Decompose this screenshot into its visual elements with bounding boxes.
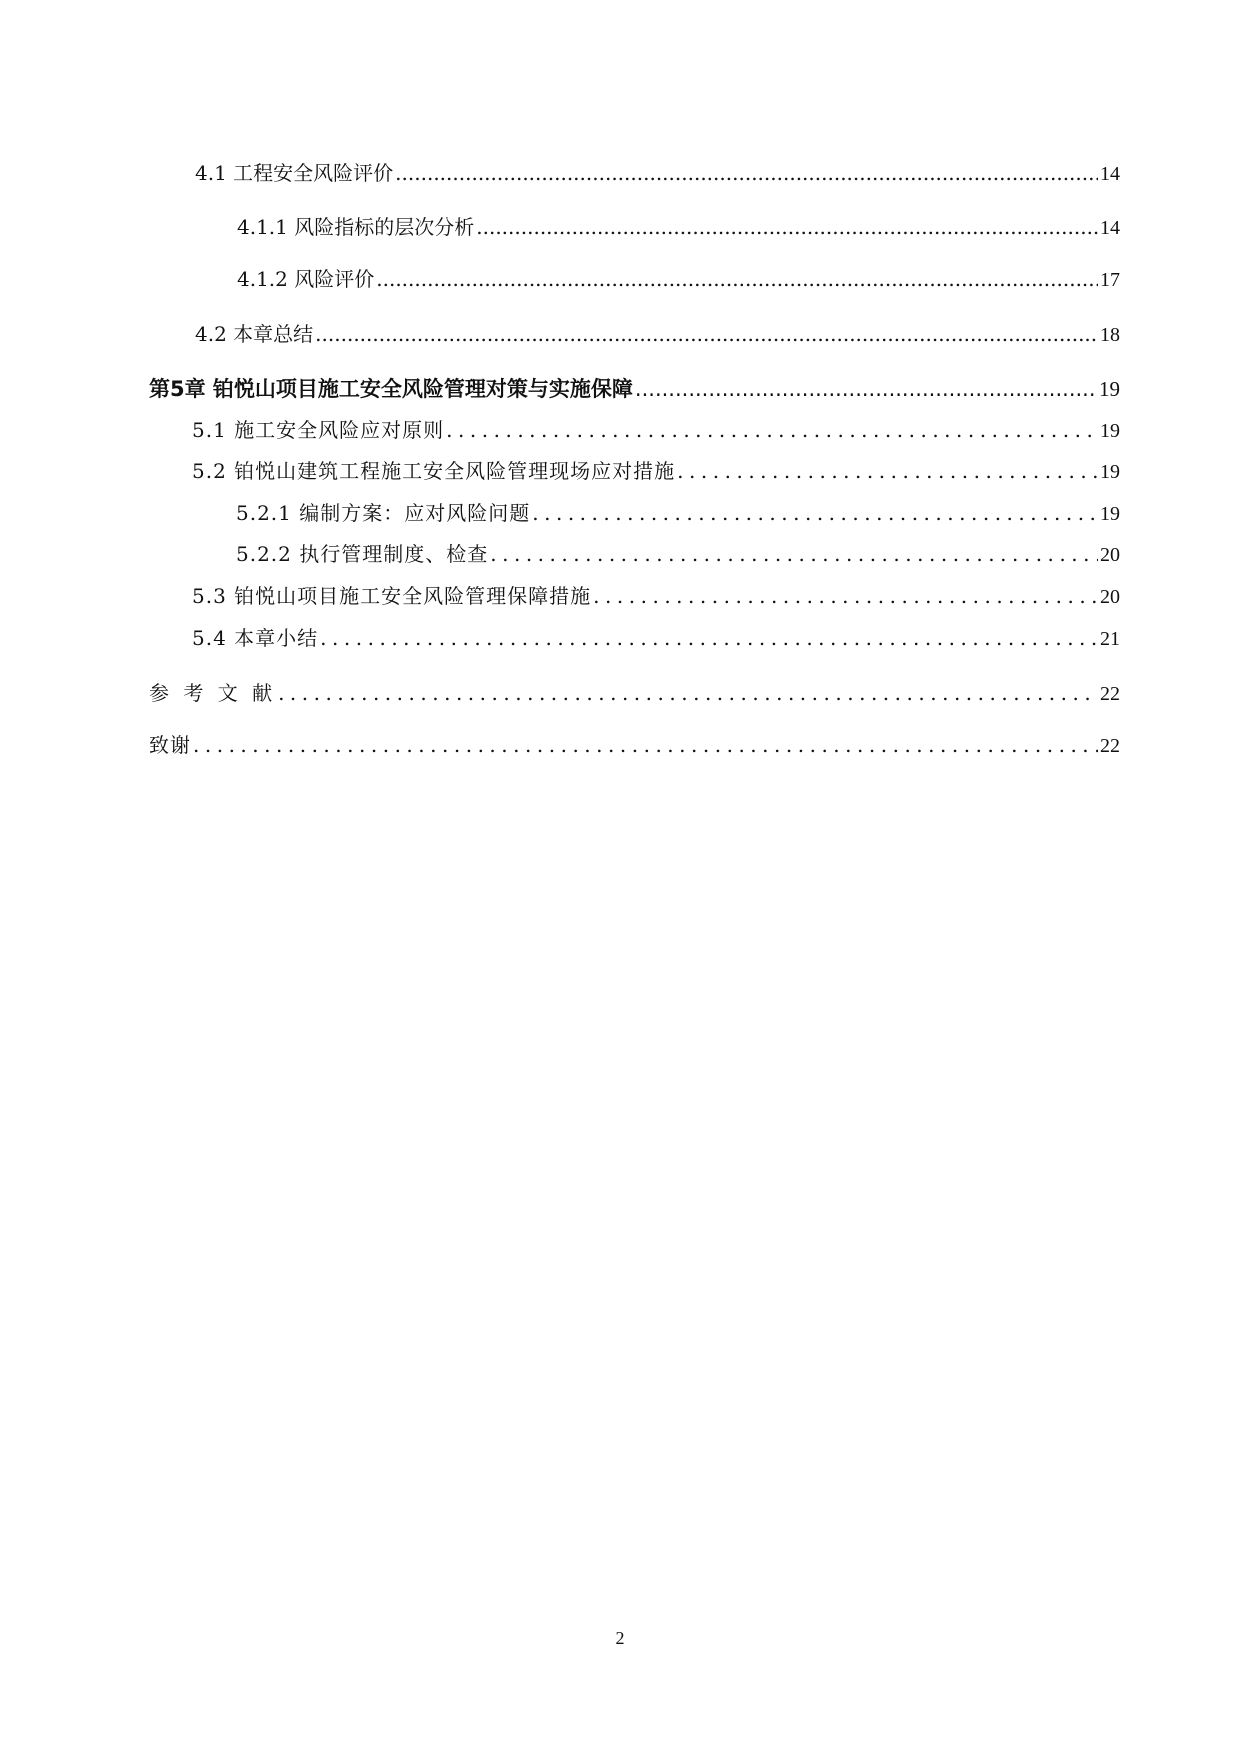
dot-leader	[278, 680, 1098, 706]
toc-entry[interactable]	[195, 321, 1120, 348]
dot-leader	[376, 266, 1098, 292]
toc-entry-title: 5.1 施工安全风险应对原则	[192, 418, 445, 442]
toc-entry-references[interactable]	[149, 680, 1120, 707]
dot-leader	[395, 160, 1098, 186]
dot-leader	[446, 417, 1098, 443]
toc-entry[interactable]	[236, 500, 1120, 527]
toc-entry[interactable]	[192, 625, 1120, 652]
toc-chapter-entry[interactable]	[149, 376, 1120, 402]
dot-leader	[593, 583, 1098, 609]
toc-entry-page: 19	[1100, 461, 1120, 483]
toc-entry-page: 17	[1100, 269, 1120, 291]
toc-entry-title: 5.2 铂悦山建筑工程施工安全风险管理现场应对措施	[192, 459, 676, 483]
toc-entry-page: 19	[1100, 420, 1120, 442]
toc-entry-title: 参 考 文 献	[149, 681, 277, 705]
toc-entry-title: 5.2.2 执行管理制度、检查	[236, 542, 489, 566]
toc-entry-title: 第5章 铂悦山项目施工安全风险管理对策与实施保障	[149, 377, 633, 401]
toc-entry-title: 4.1 工程安全风险评价	[195, 161, 394, 185]
toc-entry[interactable]	[237, 266, 1120, 293]
toc-entry-page: 14	[1100, 217, 1120, 239]
toc-entry-title: 致谢	[149, 733, 191, 757]
toc-entry-title: 4.1.2 风险评价	[237, 267, 375, 291]
toc-entry[interactable]	[192, 417, 1120, 444]
dot-leader	[490, 541, 1098, 567]
toc-entry-page: 18	[1100, 324, 1120, 346]
toc-entry-acknowledgements[interactable]	[149, 732, 1120, 759]
dot-leader	[635, 376, 1097, 402]
toc-entry[interactable]	[195, 160, 1120, 187]
toc-entry-page: 19	[1100, 503, 1120, 525]
toc-entry-page: 20	[1100, 544, 1120, 566]
toc-entry-page: 14	[1100, 163, 1120, 185]
page-number: 2	[615, 1628, 625, 1648]
toc-entry-page: 19	[1099, 377, 1120, 401]
toc-entry-title: 5.2.1 编制方案：应对风险问题	[236, 501, 531, 525]
toc-entry[interactable]	[237, 214, 1120, 241]
dot-leader	[677, 458, 1098, 484]
toc-entry-page: 22	[1100, 683, 1120, 705]
dot-leader	[532, 500, 1098, 526]
dot-leader	[476, 214, 1098, 240]
dot-leader	[320, 625, 1098, 651]
toc-entry[interactable]	[192, 583, 1120, 610]
toc-entry-page: 22	[1100, 735, 1120, 757]
toc-entry[interactable]	[236, 541, 1120, 568]
toc-entry-title: 5.4 本章小结	[192, 626, 319, 650]
dot-leader	[193, 732, 1098, 758]
dot-leader	[315, 321, 1098, 347]
toc-entry-title: 4.2 本章总结	[195, 322, 314, 346]
toc-entry-page: 20	[1100, 586, 1120, 608]
toc-entry-page: 21	[1100, 628, 1120, 650]
toc-entry[interactable]	[192, 458, 1120, 485]
toc-entry-title: 5.3 铂悦山项目施工安全风险管理保障措施	[192, 584, 592, 608]
toc-entry-title: 4.1.1 风险指标的层次分析	[237, 215, 475, 239]
